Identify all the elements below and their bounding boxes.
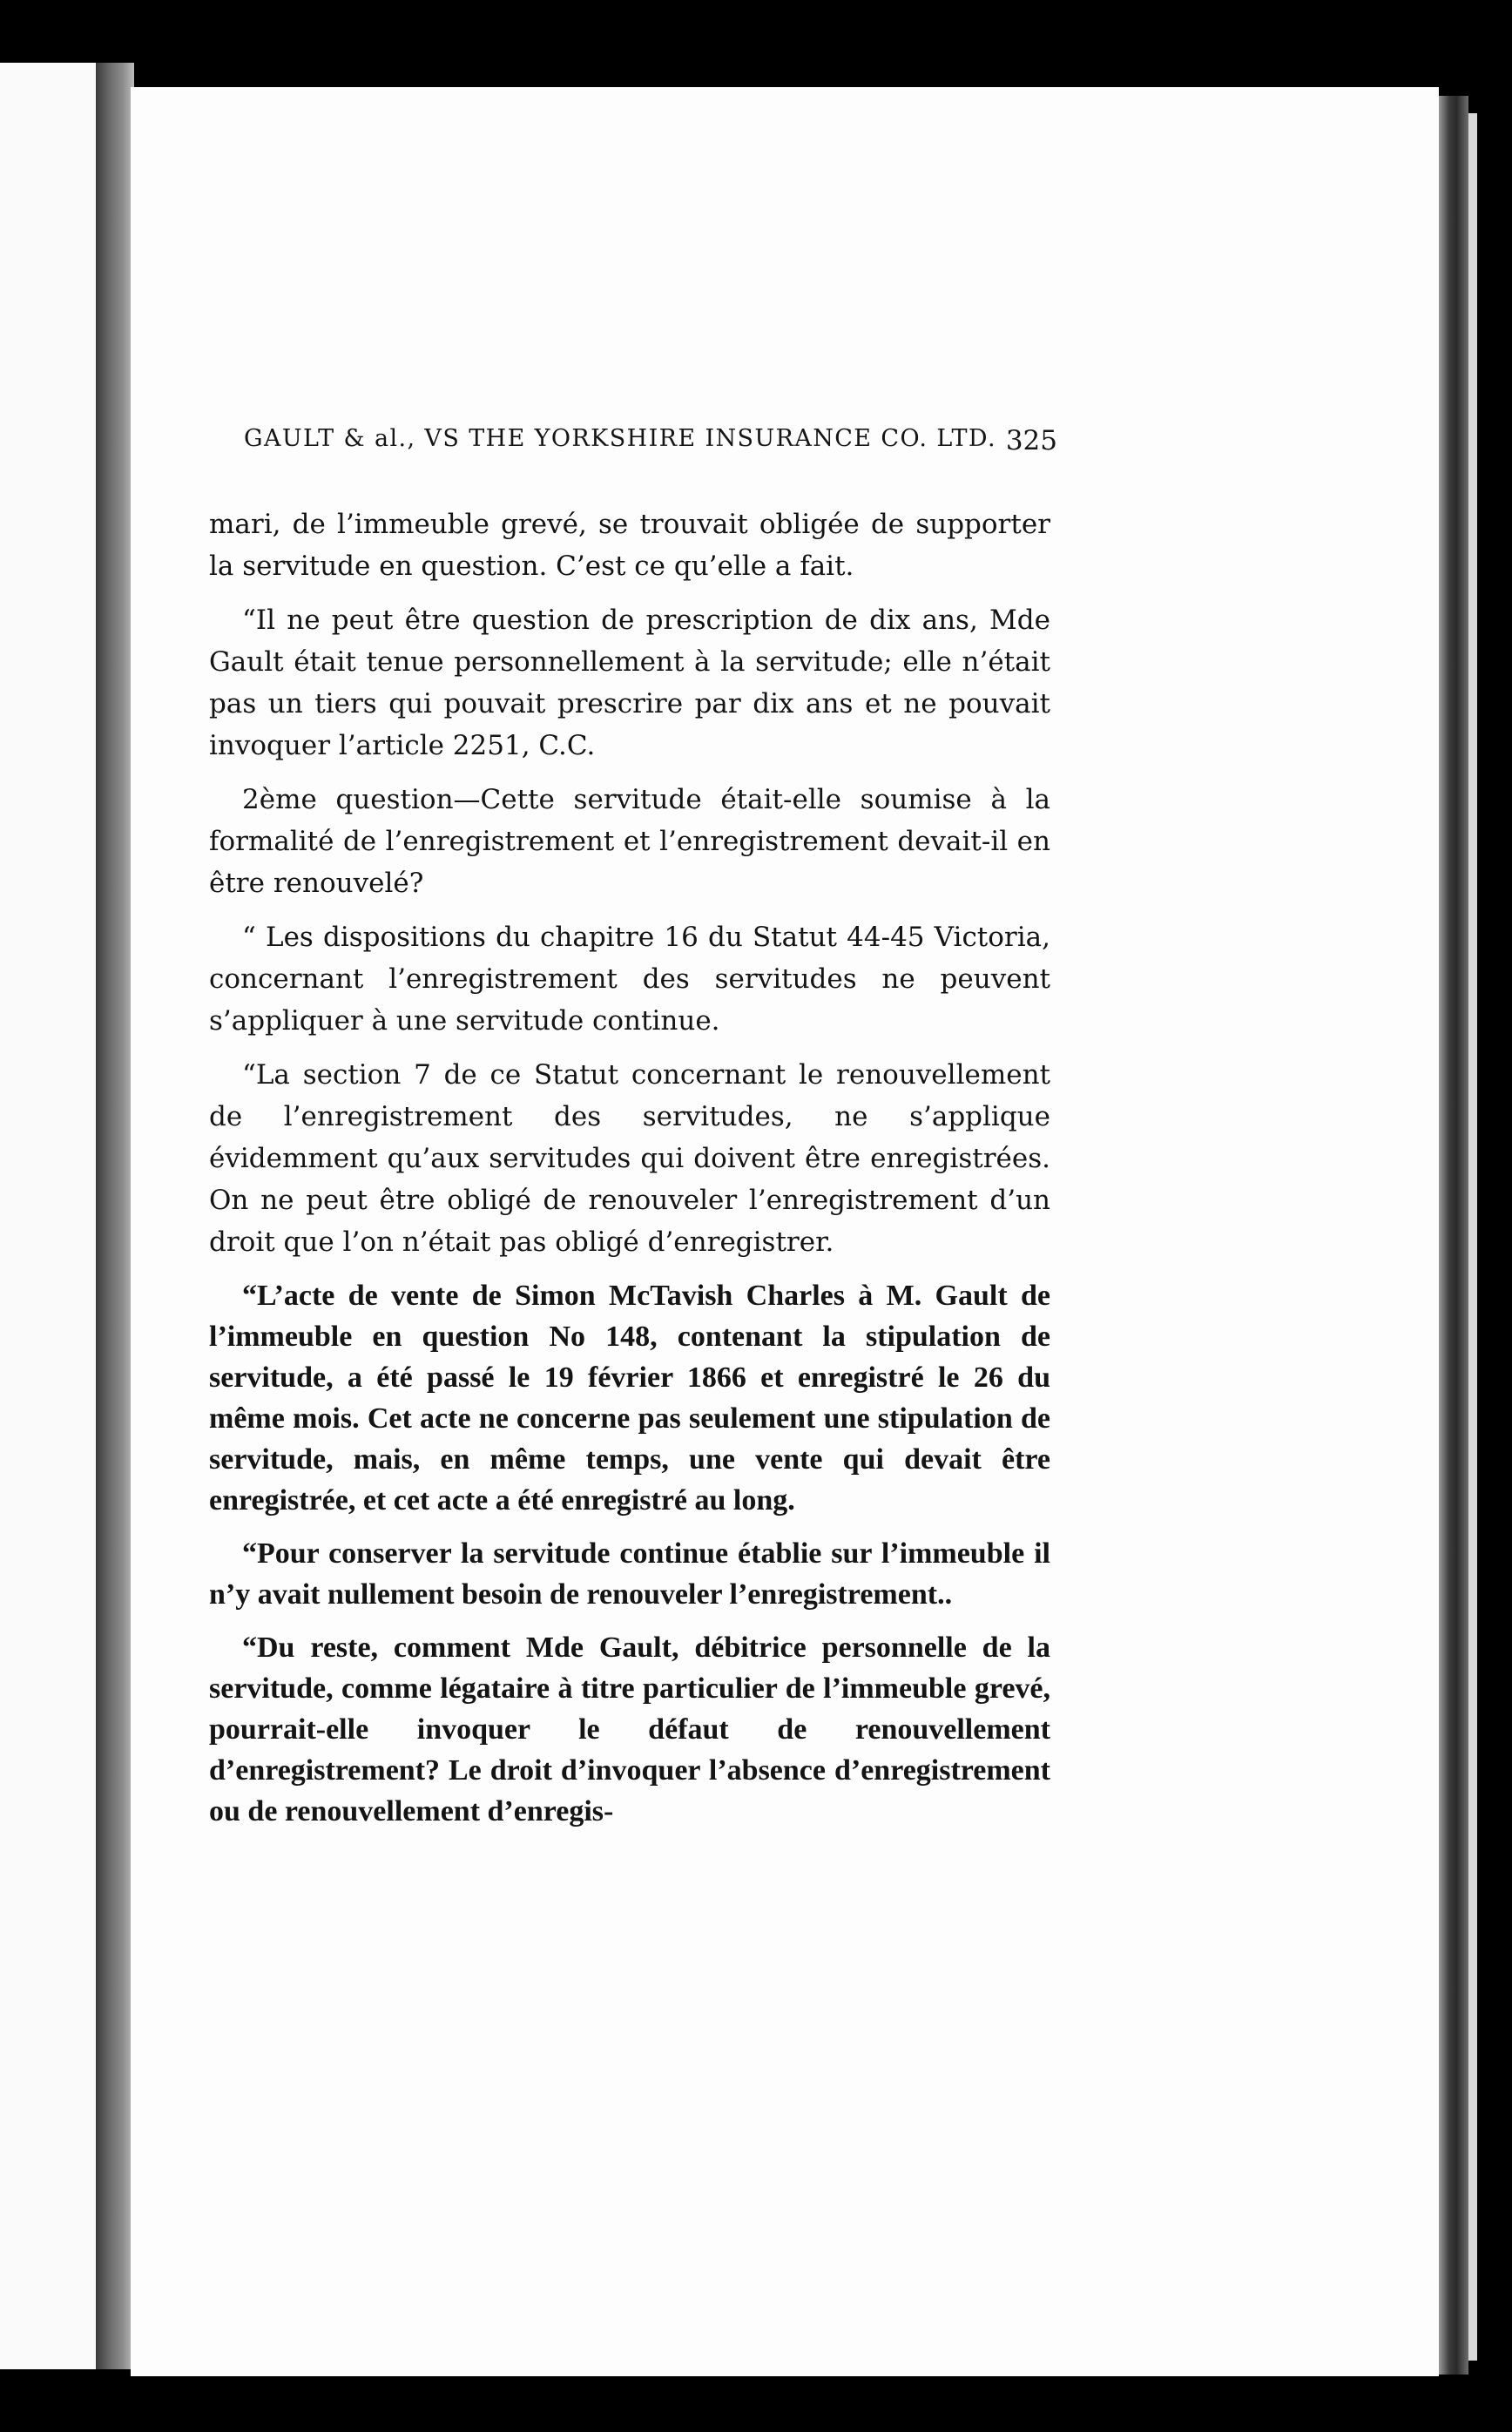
spine-shadow — [96, 63, 134, 2369]
paragraph-6: “L’acte de vente de Simon McTavish Charles à M. Gault de l’immeuble en question No 148, contenant la stipulation de servitude, a été passé le 19 février 1866 et enregistré le 26 du même mois. Cet acte ne concerne pas seulement une stipulation de servitude, mais, en même temps, une vente qui devait être enregistrée, et cet acte a été enregistré au long. — [209, 1280, 1050, 1517]
running-head-title: GAULT & al., VS THE YORKSHIRE INSURANCE CO. LTD. — [244, 425, 996, 452]
body-text — [209, 503, 1050, 1932]
paragraph-4: “ Les dispositions du chapitre 16 du Statut 44-45 Victoria, concernant l’enregistrement des servitudes ne peuvent s’appliquer à une servitude continue. — [209, 922, 1050, 1037]
facing-page-margin — [0, 63, 98, 2369]
paragraph-3: 2ème question—Cette servitude était-elle soumise à la formalité de l’enregistrement et l’enregistrement devait-il en être renouvelé? — [209, 784, 1050, 899]
page-edge-stack — [1468, 113, 1477, 2361]
paragraph-7: “Pour conserver la servitude continue établie sur l’immeuble il n’y avait nullement besoin de renouveler l’enregistrement.. — [209, 1537, 1050, 1611]
paragraph-8: “Du reste, comment Mde Gault, débitrice personnelle de la servitude, comme légataire à titre particulier de l’immeuble grevé, pourrait-elle invoquer le défaut de renouvellement d’enregistrement? Le droit d’invoquer l’absence d’enregistrement ou de renouvellement d’enregis- — [209, 1631, 1050, 1827]
page-edge-shadow — [1439, 96, 1468, 2375]
paragraph-5: “La section 7 de ce Statut concernant le renouvellement de l’enregistrement des servitudes, ne s’applique évidemment qu’aux servitudes qui doivent être enregistrées. On ne peut être obligé de renouveler l’enregistrement d’un droit que l’on n’était pas obligé d’enregistrer. — [209, 1059, 1050, 1258]
page-number: 325 — [1005, 425, 1057, 456]
paragraph-2: “Il ne peut être question de prescription de dix ans, Mde Gault était tenue personnellement à la servitude; elle n’était pas un tiers qui pouvait prescrire par dix ans et ne pouvait invoquer l’article 2251, C.C. — [209, 605, 1050, 761]
paragraph-1: mari, de l’immeuble grevé, se trouvait obligée de supporter la servitude en question. C’est ce qu’elle a fait. — [209, 509, 1050, 582]
running-head — [244, 425, 1057, 469]
